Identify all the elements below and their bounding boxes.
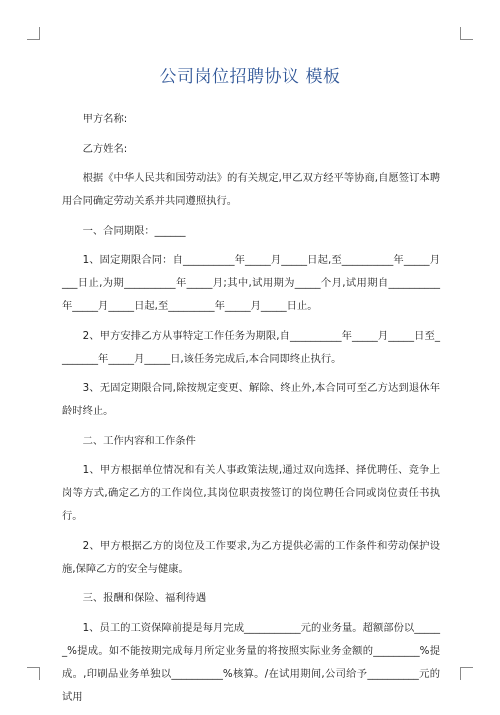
section-heading-work: 二、工作内容和工作条件: [82, 434, 196, 447]
clause-task-term: 2、甲方安排乙方从事特定工作任务为期限,自__________年_____月_____日至________年_____月_____日,该任务完成后,本合同即终止执行。: [62, 329, 440, 365]
clause-open-term: 3、无固定期限合同,除按规定变更、解除、终止外,本合同可至乙方达到退休年龄时终止。: [62, 382, 440, 417]
clause-fixed-term: 1、固定期限合同：自__________年_____月_____日起,至__________年_____月___日止,为期__________年_____月;其中,试用期为_____个月,试用期自__________年_____月_____日起,至_________年_____月_____日止。: [62, 254, 440, 312]
party-a-name-line: 甲方名称:: [82, 113, 128, 125]
crop-mark-top-left: [27, 27, 40, 40]
clause-work-position: 1、甲方根据单位情况和有关人事政策法规,通过双向选择、择优聘任、竞争上岗等方式,确定乙方的工作岗位,其岗位职责按签订的岗位聘任合同或岗位责任书执行。: [62, 464, 440, 522]
clause-pay-commission: 1、员工的工资保障前提是每月完成___________元的业务量。超额部份以______%提成。如不能按期完成每月所定业务量的将按照实际业务金额的_________%提成。,印刷品业务单独以__________%核算。/在试用期间,公司给予__________元的试用: [62, 621, 440, 703]
document-title: 公司岗位招聘协议 模板: [159, 67, 341, 87]
crop-mark-bottom-left: [27, 667, 40, 680]
clause-work-conditions: 2、甲方根据乙方的岗位及工作要求,为乙方提供必需的工作条件和劳动保护设施,保障乙方的安全与健康。: [62, 539, 440, 575]
crop-mark-top-right: [460, 27, 473, 40]
preamble-paragraph: 根据《中华人民共和国劳动法》的有关规定,甲乙双方经平等协商,自愿签订本聘用合同确定劳动关系并共同遵照执行。: [62, 172, 440, 207]
crop-mark-bottom-right: [460, 667, 473, 680]
section-heading-term: 一、合同期限：______: [82, 224, 186, 237]
section-heading-pay: 三、报酬和保险、福利待遇: [82, 592, 207, 604]
document-body: [62, 108, 440, 715]
party-b-name-line: 乙方姓名:: [82, 142, 128, 155]
